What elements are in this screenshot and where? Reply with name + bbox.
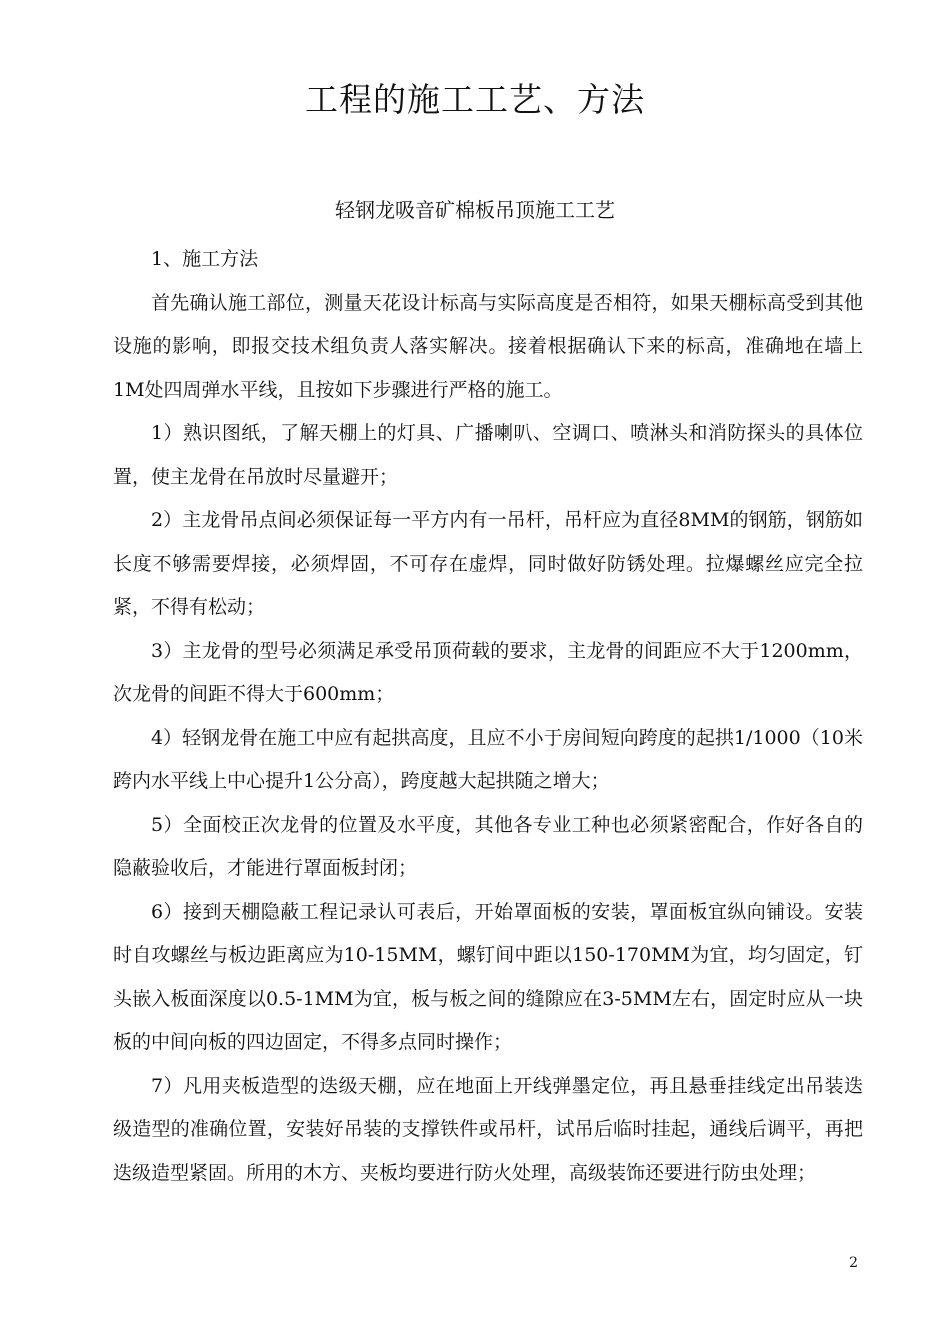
page-title: 工程的施工工艺、方法 [305,80,645,119]
paragraph-step-5: 5）全面校正次龙骨的位置及水平度，其他各专业工种也必须紧密配合，作好各自的隐蔽验收后，才能进行罩面板封闭； [113,813,863,879]
page-number: 2 [849,1255,858,1271]
paragraph-step-4: 4）轻钢龙骨在施工中应有起拱高度，且应不小于房间短向跨度的起拱1/1000（10米跨内水平线上中心提升1公分高），跨度越大起拱随之增大； [113,726,863,792]
body-text [113,238,863,1195]
paragraph-step-7: 7）凡用夹板造型的迭级天棚，应在地面上开线弹墨定位，再且悬垂挂线定出吊装迭级造型的准确位置，安装好吊装的支撑铁件或吊杆，试吊后临时挂起，通线后调平，再把迭级造型紧固。所用的木方、夹板均要进行防火处理，高级装饰还要进行防虫处理； [113,1074,863,1184]
section-subtitle: 轻钢龙吸音矿棉板吊顶施工工艺 [335,198,615,222]
paragraph-step-6: 6）接到天棚隐蔽工程记录认可表后，开始罩面板的安装，罩面板宜纵向铺设。安装时自攻螺丝与板边距离应为10-15MM，螺钉间中距以150-170MM为宜，均匀固定，钉头嵌入板面深度以0.5-1MM为宜，板与板之间的缝隙应在3-5MM左右，固定时应从一块板的中间向板的四边固定，不得多点同时操作； [113,900,863,1053]
paragraph-intro: 首先确认施工部位，测量天花设计标高与实际高度是否相符，如果天棚标高受到其他设施的影响，即报交技术组负责人落实解决。接着根据确认下来的标高，准确地在墙上1M处四周弹水平线，且按如下步骤进行严格的施工。 [113,291,863,401]
paragraph-step-2: 2）主龙骨吊点间必须保证每一平方内有一吊杆，吊杆应为直径8MM的钢筋，钢筋如长度不够需要焊接，必须焊固，不可存在虚焊，同时做好防锈处理。拉爆螺丝应完全拉紧，不得有松动； [113,509,863,618]
section-heading: 1、施工方法 [151,248,259,270]
paragraph-step-3: 3）主龙骨的型号必须满足承受吊顶荷载的要求，主龙骨的间距应不大于1200mm，次龙骨的间距不得大于600mm； [113,639,863,705]
paragraph-step-1: 1）熟识图纸，了解天棚上的灯具、广播喇叭、空调口、喷淋头和消防探头的具体位置，使主龙骨在吊放时尽量避开； [113,422,863,488]
